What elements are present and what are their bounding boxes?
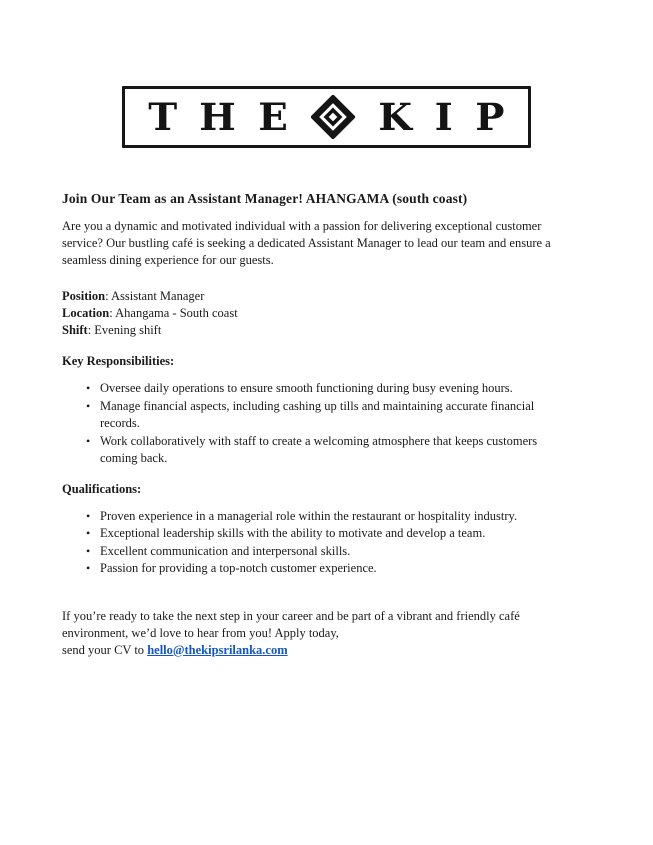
- kip-logo: [122, 86, 531, 148]
- detail-position: [62, 288, 595, 305]
- logo-letter-t: T: [148, 94, 178, 139]
- logo-letter-p: P: [475, 94, 505, 139]
- detail-location-label: Location: [62, 306, 110, 320]
- list-item: [62, 398, 567, 433]
- section-title-responsibilities: Key Responsibilities:: [62, 354, 175, 368]
- list-item: [62, 543, 567, 561]
- logo-letter-i: I: [434, 94, 453, 139]
- email-link[interactable]: hello@thekipsrilanka.com: [147, 642, 288, 657]
- list-item: [62, 525, 567, 543]
- detail-location-value: : Ahangama - South coast: [109, 306, 238, 320]
- list-item: [62, 560, 567, 578]
- logo-letter-k: K: [378, 94, 413, 139]
- section-title-qualifications: Qualifications:: [62, 481, 142, 496]
- detail-shift: [62, 322, 595, 339]
- detail-location: [62, 305, 595, 322]
- detail-position-label: Position: [62, 289, 106, 303]
- list-item-text: Excellent communication and interpersonal skills.: [100, 543, 351, 558]
- list-item-text: Passion for providing a top-notch customer experience.: [100, 561, 377, 575]
- list-item-text: Exceptional leadership skills with the ability to motivate and develop a team.: [100, 526, 486, 540]
- closing-paragraph: [62, 608, 562, 659]
- list-item-text: Oversee daily operations to ensure smooth functioning during busy evening hours.: [100, 381, 513, 395]
- logo-letter-h: H: [199, 94, 237, 139]
- detail-position-value: : Assistant Manager: [105, 289, 205, 303]
- diamond-icon: [311, 95, 355, 139]
- list-item-text: Manage financial aspects, including cashing up tills and maintaining accurate financial records.: [100, 398, 535, 430]
- qualifications-list: [62, 508, 567, 578]
- bullet-icon: •: [86, 433, 91, 448]
- closing-text: If you’re ready to take the next step in your career and be part of a vibrant and friendly café environment, we’d love to hear from you! Apply today,: [62, 608, 520, 640]
- detail-shift-label: Shift: [62, 323, 88, 337]
- responsibilities-list: [62, 380, 567, 468]
- list-item-text: Work collaboratively with staff to create a welcoming atmosphere that keeps customers coming back.: [100, 433, 538, 465]
- detail-shift-value: : Evening shift: [87, 323, 162, 337]
- job-details: [62, 288, 595, 339]
- list-item-text: Proven experience in a managerial role within the restaurant or hospitality industry.: [100, 508, 518, 523]
- bullet-icon: •: [86, 398, 91, 413]
- list-item: [62, 380, 567, 398]
- bullet-icon: •: [86, 526, 91, 540]
- list-item: [62, 433, 567, 468]
- list-item: [62, 508, 567, 526]
- cv-prefix-text: send your CV to: [62, 642, 148, 657]
- logo-letter-e: E: [258, 94, 289, 139]
- bullet-icon: •: [86, 381, 91, 395]
- document-content: [0, 190, 653, 659]
- bullet-icon: •: [86, 508, 91, 523]
- bullet-icon: •: [86, 543, 91, 558]
- intro-paragraph: Are you a dynamic and motivated individual with a passion for delivering exceptional customer service? Our bustling café is seeking a dedicated Assistant Manager to lead our team and ensure a seamless dining experience for our guests.: [62, 219, 551, 267]
- job-title-heading: Join Our Team as an Assistant Manager! AHANGAMA (south coast): [62, 191, 468, 206]
- bullet-icon: •: [86, 561, 91, 575]
